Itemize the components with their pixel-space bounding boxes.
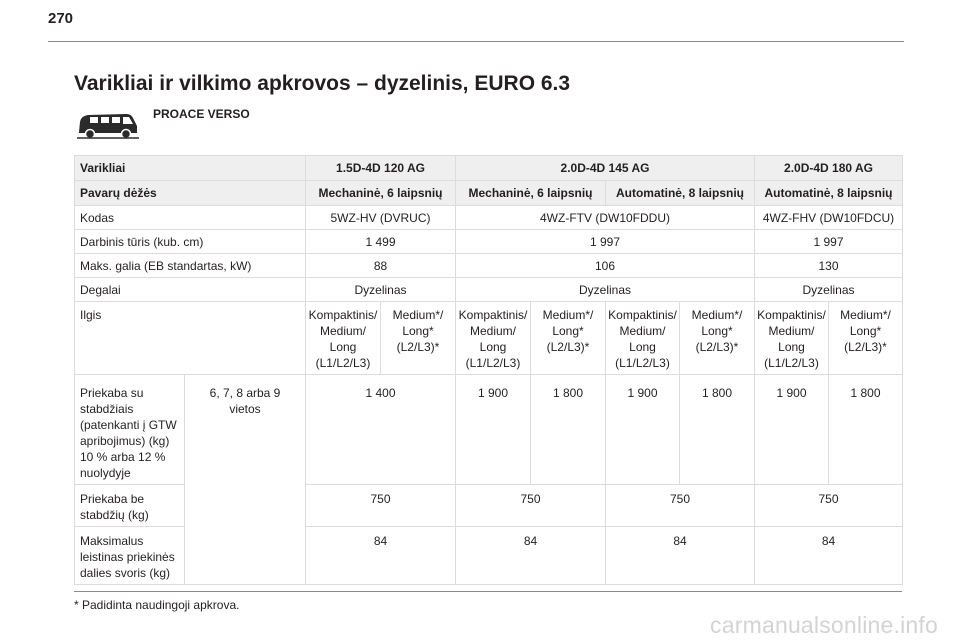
table-cell: 750 [306,485,456,527]
table-cell: 1 800 [531,375,606,485]
row-label: Priekaba be stabdžių (kg) [75,485,185,527]
table-cell: 2.0D-4D 145 AG [456,156,755,181]
table-cell: Kompaktinis/ Medium/ Long (L1/L2/L3) [755,302,829,375]
table-cell: 4WZ-FTV (DW10FDDU) [456,206,755,230]
row-label: Varikliai [75,156,306,181]
table-cell: 88 [306,254,456,278]
table-row [75,206,903,230]
table-row [75,156,903,181]
table-cell: Mechaninė, 6 laipsnių [456,181,606,206]
row-label: Ilgis [75,302,306,375]
table-cell: 1.5D-4D 120 AG [306,156,456,181]
table-cell: Mechaninė, 6 laipsnių [306,181,456,206]
table-cell: 1 997 [456,230,755,254]
row-label: Maksimalus leistinas priekinės dalies svoris (kg) [75,527,185,585]
table-cell: 1 997 [755,230,903,254]
table-cell: 750 [606,485,755,527]
row-label: Darbinis tūris (kub. cm) [75,230,306,254]
table-row [75,302,903,375]
table-cell: 1 800 [829,375,903,485]
van-icon [76,110,140,140]
table-cell: 1 400 [306,375,456,485]
table-cell: 5WZ-HV (DVRUC) [306,206,456,230]
table-cell: Medium*/ Long* (L2/L3)* [531,302,606,375]
table-cell: Kompaktinis/ Medium/ Long (L1/L2/L3) [456,302,531,375]
table-cell: Dyzelinas [456,278,755,302]
table-cell: Medium*/ Long* (L2/L3)* [381,302,456,375]
table-cell: 750 [456,485,606,527]
table-cell: 84 [606,527,755,585]
page-title: Varikliai ir vilkimo apkrovos – dyzelinis, EURO 6.3 [74,72,571,95]
watermark: carmanualsonline.info [710,612,938,638]
table-cell: Medium*/ Long* (L2/L3)* [680,302,755,375]
bottom-divider [74,591,902,592]
table-cell: Medium*/ Long* (L2/L3)* [829,302,903,375]
table-cell: Kompaktinis/ Medium/ Long (L1/L2/L3) [606,302,680,375]
row-label: Maks. galia (EB standartas, kW) [75,254,306,278]
table-row [75,254,903,278]
table-cell: 1 900 [456,375,531,485]
model-label: PROACE VERSO [153,107,250,121]
table-cell: Automatinė, 8 laipsnių [755,181,903,206]
page-number: 270 [48,10,74,27]
table-cell: 84 [755,527,903,585]
table-row [75,375,903,485]
table-cell: 2.0D-4D 180 AG [755,156,903,181]
table-cell: Dyzelinas [306,278,456,302]
row-label: Priekaba su stabdžiais (patenkanti į GTW apribojimus) (kg) 10 % arba 12 % nuolydyje [75,375,185,485]
table-cell: 750 [755,485,903,527]
table-cell: 106 [456,254,755,278]
table-cell: 1 499 [306,230,456,254]
table-cell: 1 900 [606,375,680,485]
table-cell: Kompaktinis/ Medium/ Long (L1/L2/L3) [306,302,381,375]
table-row [75,181,903,206]
table-cell: 4WZ-FHV (DW10FDCU) [755,206,903,230]
table-cell: 1 800 [680,375,755,485]
table-cell: 130 [755,254,903,278]
table-cell: Automatinė, 8 laipsnių [606,181,755,206]
table-cell: 1 900 [755,375,829,485]
table-cell: 84 [306,527,456,585]
table-cell: Dyzelinas [755,278,903,302]
table-row [75,230,903,254]
seats-cell: 6, 7, 8 arba 9 vietos [185,375,306,585]
top-divider [48,41,904,42]
row-label: Pavarų dėžės [75,181,306,206]
table-cell: 84 [456,527,606,585]
row-label: Degalai [75,278,306,302]
table-row [75,278,903,302]
footnote: * Padidinta naudingoji apkrova. [74,598,240,612]
row-label: Kodas [75,206,306,230]
engine-spec-table [74,155,903,585]
